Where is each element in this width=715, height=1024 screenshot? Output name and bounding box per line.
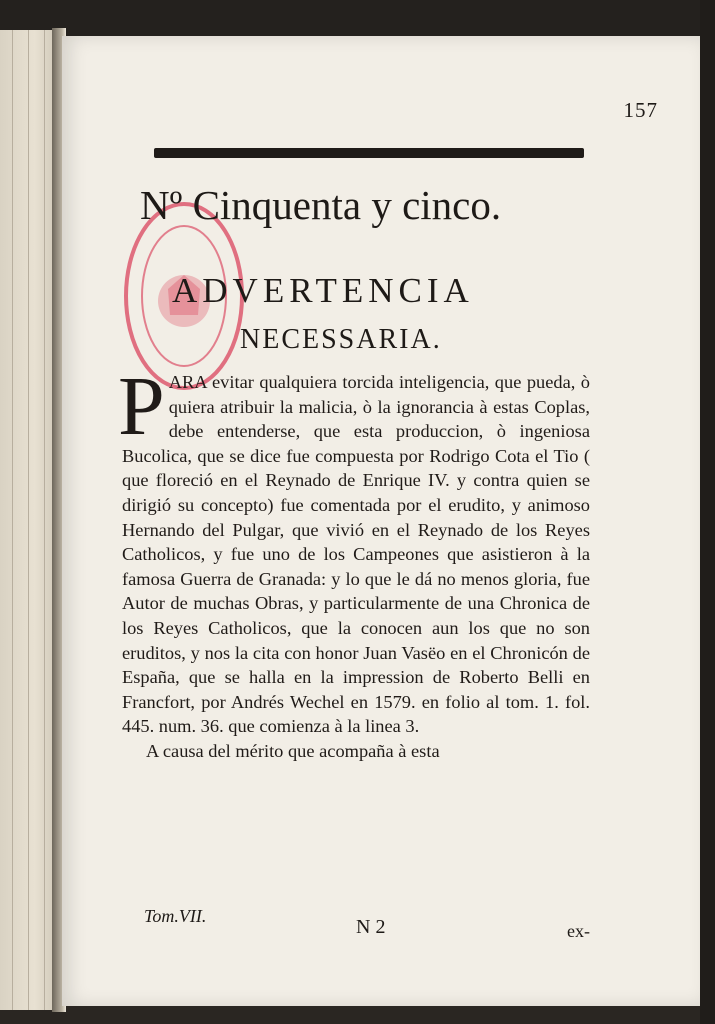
body-text	[118, 360, 590, 764]
paragraph-1	[118, 360, 590, 739]
paragraph-1-text: ARA evitar qualquiera torcida inteligencia, que pueda, ò quiera atribuir la malicia, ò la ignorancia à estas Coplas, debe entenderse, que esta produccion, ò ingeniosa Bucolica, que se dice fue compuesta por Rodrigo Cota el Tio ( que floreció en el Reynado de Enrique IV. y contra quien se dirigió su concepto) fue comentada por el erudito, y animoso Hernando del Pulgar, que vivió en el Reynado de los Reyes Catholicos, y fue uno de los Campeones que asistieron à la famosa Guerra de Granada: y lo que le dá no menos gloria, fue Autor de muchas Obras, y particularmente de una Chronica de los Reyes Catholicos, que la conocen aun los que no son eruditos, y nos la cita con honor Juan Vasëo en el Chronicón de España, que se halla en la impression de Roberto Belli en Francfort, por Andrés Wechel en 1579. en folio al tom. 1. fol. 445. num. 36. que comienza à la linea 3.	[122, 372, 590, 737]
catchword: ex-	[567, 921, 590, 941]
page-edge-line	[44, 30, 45, 1010]
paragraph-2: A causa del mérito que acompaña à esta	[146, 740, 440, 761]
volume-signature: Tom.VII.	[144, 906, 207, 926]
section-title-line1: ADVERTENCIA	[172, 271, 474, 310]
left-page-edge	[0, 30, 59, 1010]
page-number: 157	[623, 98, 658, 122]
page-edge-line	[12, 30, 13, 1010]
page-edge-line	[28, 30, 29, 1010]
scan-background-top	[0, 0, 715, 36]
drop-cap: P	[118, 360, 165, 453]
scan-background-right	[700, 0, 715, 1024]
book-page	[62, 36, 700, 1006]
chapter-heading: Nº Cinquenta y cinco.	[140, 182, 502, 228]
gathering-signature: N 2	[356, 916, 386, 938]
section-title-line2: NECESSARIA.	[240, 324, 442, 355]
header-rule	[154, 149, 584, 157]
